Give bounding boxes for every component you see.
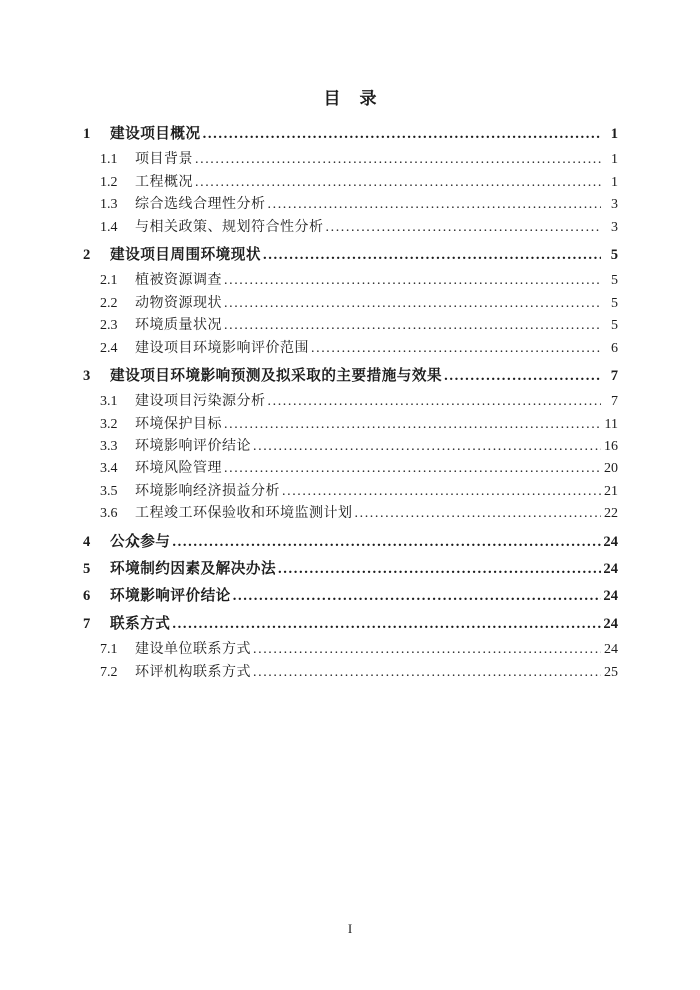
toc-leader-dots (444, 365, 601, 387)
toc-entry[interactable] (83, 123, 618, 145)
toc-entry-label: 环境影响评价结论 (135, 439, 251, 455)
toc-leader-dots (253, 662, 601, 684)
toc-leader-dots (224, 315, 601, 337)
toc-entry-page: 5 (610, 246, 618, 263)
toc-entry-label: 建设单位联系方式 (135, 642, 251, 658)
toc-entry[interactable] (83, 315, 618, 337)
toc-entry-label: 与相关政策、规划符合性分析 (135, 219, 324, 235)
toc-entry-label: 项目背景 (135, 152, 193, 168)
toc-entry-page: 5 (611, 295, 618, 311)
toc-entry-number: 2.1 (100, 273, 118, 289)
toc-entry-label: 建设项目环境影响评价范围 (135, 340, 309, 356)
toc-entry-label: 环境风险管理 (135, 461, 222, 477)
toc-entry[interactable] (83, 391, 618, 413)
toc-entry-label: 工程竣工环保验收和环境监测计划 (135, 506, 353, 522)
toc-entry-label: 建设项目概况 (110, 126, 201, 142)
toc-entry-page: 24 (604, 642, 618, 658)
toc-entry-number: 2 (83, 246, 91, 263)
toc-entry-number: 2.3 (100, 318, 118, 334)
toc-entry-number: 5 (83, 561, 91, 578)
toc-list (83, 123, 618, 684)
toc-entry-number: 1.1 (100, 152, 118, 168)
toc-entry-label: 环评机构联系方式 (135, 664, 251, 680)
toc-entry[interactable] (83, 365, 618, 387)
toc-entry-page: 21 (604, 483, 618, 499)
toc-entry-page: 24 (603, 588, 618, 605)
toc-entry[interactable] (83, 414, 618, 436)
toc-entry-label: 环境质量状况 (135, 318, 222, 334)
toc-entry-page: 1 (611, 152, 618, 168)
toc-leader-dots (224, 270, 601, 292)
toc-entry-number: 3.1 (100, 394, 118, 410)
toc-entry-page: 3 (611, 219, 618, 235)
toc-entry[interactable] (83, 172, 618, 194)
toc-entry-page: 22 (604, 506, 618, 522)
toc-leader-dots (233, 585, 601, 607)
toc-entry-number: 3.3 (100, 439, 118, 455)
toc-entry-label: 动物资源现状 (135, 295, 222, 311)
toc-entry-label: 植被资源调查 (135, 273, 222, 289)
toc-leader-dots (224, 293, 601, 315)
toc-entry-page: 24 (603, 615, 618, 632)
toc-entry[interactable] (83, 244, 618, 266)
toc-entry-number: 1.4 (100, 219, 118, 235)
toc-entry-page: 1 (611, 174, 618, 190)
page-title: 目 录 (323, 89, 378, 108)
toc-leader-dots (355, 503, 602, 525)
toc-leader-dots (253, 639, 601, 661)
toc-entry-page: 11 (604, 416, 618, 432)
toc-leader-dots (326, 217, 602, 239)
toc-entry-page: 6 (611, 340, 618, 356)
toc-entry-number: 7 (83, 615, 91, 632)
footer-page-number: I (347, 921, 353, 936)
toc-leader-dots (268, 194, 602, 216)
toc-entry-number: 1.2 (100, 174, 118, 190)
toc-entry[interactable] (83, 639, 618, 661)
toc-entry-page: 3 (611, 197, 618, 213)
toc-entry-label: 建设项目污染源分析 (135, 394, 266, 410)
toc-entry[interactable] (83, 458, 618, 480)
toc-entry-label: 环境影响评价结论 (110, 588, 231, 605)
toc-entry-page: 24 (603, 561, 618, 578)
toc-leader-dots (311, 338, 601, 360)
toc-entry-page: 1 (610, 126, 618, 142)
toc-entry-label: 环境保护目标 (135, 416, 222, 432)
toc-entry[interactable] (83, 270, 618, 292)
toc-entry-number: 2.2 (100, 295, 118, 311)
toc-entry-page: 20 (604, 461, 618, 477)
toc-entry-label: 公众参与 (110, 533, 171, 550)
toc-leader-dots (172, 531, 601, 553)
toc-entry-number: 1 (83, 126, 91, 142)
toc-entry[interactable] (83, 531, 618, 553)
toc-leader-dots (203, 123, 601, 145)
toc-entry-number: 7.2 (100, 664, 118, 680)
toc-entry[interactable] (83, 613, 618, 635)
toc-entry[interactable] (83, 558, 618, 580)
toc-leader-dots (195, 149, 601, 171)
toc-leader-dots (172, 613, 601, 635)
toc-entry-label: 建设项目周围环境现状 (110, 246, 261, 263)
toc-entry-label: 环境影响经济损益分析 (135, 483, 280, 499)
toc-entry-label: 综合选线合理性分析 (135, 197, 266, 213)
toc-entry-label: 环境制约因素及解决办法 (110, 561, 277, 578)
toc-entry[interactable] (83, 662, 618, 684)
toc-entry-page: 7 (611, 394, 618, 410)
toc-entry-label: 联系方式 (110, 615, 171, 632)
toc-entry-page: 25 (604, 664, 618, 680)
toc-entry-number: 1.3 (100, 197, 118, 213)
toc-entry[interactable] (83, 217, 618, 239)
toc-entry[interactable] (83, 293, 618, 315)
toc-leader-dots (268, 391, 602, 413)
toc-leader-dots (263, 244, 601, 266)
toc-entry-number: 3.5 (100, 483, 118, 499)
toc-entry-label: 工程概况 (135, 174, 193, 190)
toc-entry-page: 5 (611, 273, 618, 289)
toc-entry-page: 7 (610, 367, 618, 384)
toc-entry-label: 建设项目环境影响预测及拟采取的主要措施与效果 (110, 367, 443, 384)
toc-entry-page: 5 (611, 318, 618, 334)
toc-entry-number: 6 (83, 588, 91, 605)
toc-entry-page: 16 (604, 439, 618, 455)
toc-entry-number: 7.1 (100, 642, 118, 658)
toc-leader-dots (278, 558, 601, 580)
toc-leader-dots (224, 458, 601, 480)
toc-entry-number: 2.4 (100, 340, 118, 356)
toc-entry-number: 3.2 (100, 416, 118, 432)
toc-entry[interactable] (83, 481, 618, 503)
toc-entry-number: 3.4 (100, 461, 118, 477)
toc-entry-number: 4 (83, 533, 91, 550)
toc-entry-number: 3 (83, 367, 91, 384)
toc-entry[interactable] (83, 503, 618, 525)
toc-leader-dots (282, 481, 601, 503)
toc-leader-dots (253, 436, 601, 458)
toc-leader-dots (224, 414, 601, 436)
toc-leader-dots (195, 172, 601, 194)
toc-entry-number: 3.6 (100, 506, 118, 522)
toc-entry[interactable] (83, 585, 618, 607)
toc-entry[interactable] (83, 338, 618, 360)
toc-entry[interactable] (83, 436, 618, 458)
toc-entry[interactable] (83, 149, 618, 171)
toc-entry[interactable] (83, 194, 618, 216)
toc-entry-page: 24 (603, 533, 618, 550)
